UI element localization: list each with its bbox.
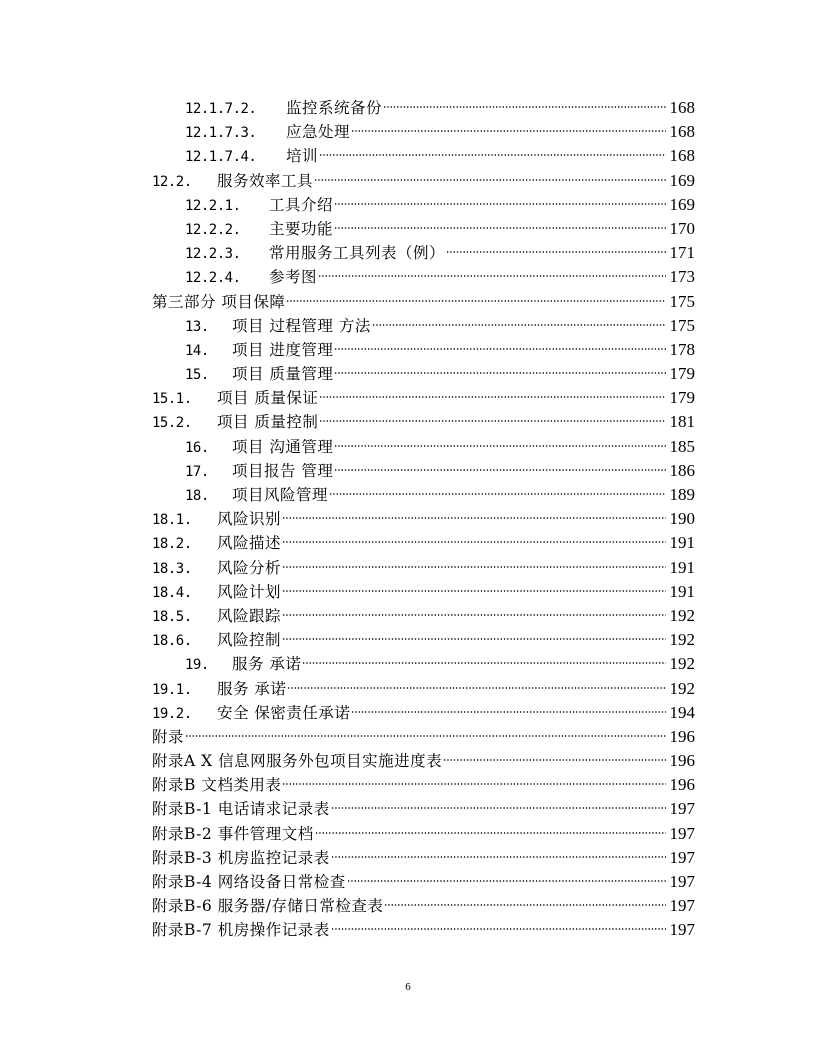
toc-entry-page: 197 bbox=[669, 872, 695, 891]
dot-leader bbox=[383, 105, 666, 109]
toc-entry-page: 168 bbox=[669, 98, 695, 117]
toc-entry-title: 附录A X 信息网服务外包项目实施进度表 bbox=[152, 752, 443, 771]
toc-entry-number: 16. bbox=[185, 439, 209, 456]
dot-leader bbox=[318, 274, 666, 278]
toc-entry-page: 169 bbox=[669, 194, 695, 214]
toc-entry[interactable] bbox=[152, 531, 695, 555]
dot-leader bbox=[351, 129, 666, 133]
toc-entry-title: 监控系统备份 bbox=[286, 99, 383, 117]
dot-leader bbox=[282, 516, 666, 520]
toc-entry[interactable] bbox=[152, 338, 695, 362]
toc-entry-title: 工具介绍 bbox=[269, 195, 334, 214]
toc-entry[interactable] bbox=[152, 556, 695, 580]
toc-entry[interactable] bbox=[152, 918, 695, 942]
dot-leader bbox=[331, 927, 666, 931]
dot-leader bbox=[319, 395, 666, 399]
toc-entry-number: 18.3. bbox=[152, 560, 192, 577]
toc-entry[interactable] bbox=[152, 120, 695, 144]
toc-entry[interactable] bbox=[152, 217, 695, 241]
toc-entry-page: 175 bbox=[669, 315, 695, 335]
dot-leader bbox=[334, 468, 666, 472]
toc-entry-number: 12.1.7.2. bbox=[185, 101, 257, 117]
toc-entry-title: 应急处理 bbox=[286, 123, 351, 142]
table-of-contents bbox=[152, 96, 695, 943]
toc-entry-page: 191 bbox=[669, 581, 695, 601]
dot-leader bbox=[314, 178, 666, 182]
toc-entry-title: 附录B-6 服务器/存储日常检查表 bbox=[152, 897, 384, 916]
toc-entry[interactable] bbox=[152, 483, 695, 507]
toc-entry[interactable] bbox=[152, 797, 695, 821]
dot-leader bbox=[331, 806, 666, 810]
dot-leader bbox=[334, 202, 666, 206]
toc-entry[interactable] bbox=[152, 507, 695, 531]
toc-entry[interactable] bbox=[152, 314, 695, 338]
toc-entry[interactable] bbox=[152, 749, 695, 773]
toc-entry[interactable] bbox=[152, 169, 695, 193]
toc-entry-title: 风险计划 bbox=[217, 582, 282, 601]
toc-entry[interactable] bbox=[152, 604, 695, 628]
dot-leader bbox=[282, 589, 666, 593]
toc-entry-page: 191 bbox=[669, 533, 695, 553]
toc-entry[interactable] bbox=[152, 701, 695, 725]
toc-entry-page: 169 bbox=[669, 170, 695, 190]
toc-entry-number: 18.2. bbox=[152, 536, 192, 553]
dot-leader bbox=[334, 347, 666, 351]
toc-entry-title: 参考图 bbox=[269, 268, 318, 287]
toc-entry-title: 项目风险管理 bbox=[232, 486, 329, 504]
toc-entry-number: 18.5. bbox=[152, 608, 192, 625]
toc-entry-number: 19. bbox=[185, 657, 209, 674]
toc-entry-title: 附录B-4 网络设备日常检查 bbox=[152, 873, 346, 891]
toc-entry-page: 171 bbox=[669, 243, 695, 263]
toc-entry[interactable] bbox=[152, 652, 695, 676]
toc-entry[interactable] bbox=[152, 290, 695, 314]
dot-leader bbox=[282, 782, 666, 786]
toc-entry-page: 192 bbox=[669, 605, 695, 625]
dot-leader bbox=[331, 855, 666, 859]
dot-leader bbox=[282, 637, 666, 641]
toc-entry-page: 181 bbox=[669, 412, 695, 432]
toc-entry-title: 项目 沟通管理 bbox=[232, 437, 334, 456]
toc-entry-page: 173 bbox=[669, 267, 695, 287]
toc-entry-page: 168 bbox=[669, 122, 695, 142]
toc-entry-title: 风险分析 bbox=[217, 558, 282, 577]
toc-entry-page: 192 bbox=[669, 654, 695, 674]
toc-entry[interactable] bbox=[152, 362, 695, 386]
dot-leader bbox=[334, 371, 666, 375]
toc-entry-title: 风险描述 bbox=[217, 534, 282, 553]
toc-entry-title: 附录B 文档类用表 bbox=[152, 776, 282, 795]
toc-entry-page: 196 bbox=[669, 751, 695, 771]
toc-entry[interactable] bbox=[152, 386, 695, 410]
toc-entry-title: 附录B-2 事件管理文档 bbox=[152, 824, 314, 843]
dot-leader bbox=[302, 661, 666, 665]
dot-leader bbox=[334, 226, 666, 230]
toc-entry-page: 179 bbox=[669, 364, 695, 384]
toc-entry-page: 178 bbox=[669, 339, 695, 359]
toc-entry-number: 14. bbox=[185, 342, 209, 359]
toc-entry[interactable] bbox=[152, 265, 695, 289]
toc-entry-title: 附录B-7 机房操作记录表 bbox=[152, 921, 330, 940]
dot-leader bbox=[286, 299, 666, 303]
toc-entry-title: 第三部分 项目保障 bbox=[152, 292, 286, 311]
toc-entry-page: 192 bbox=[669, 630, 695, 650]
toc-entry[interactable] bbox=[152, 870, 695, 894]
toc-entry-page: 175 bbox=[669, 291, 695, 311]
dot-leader bbox=[329, 492, 666, 496]
toc-entry-title: 服务效率工具 bbox=[217, 171, 314, 190]
dot-leader bbox=[384, 903, 666, 907]
toc-entry-page: 196 bbox=[669, 726, 695, 746]
toc-entry-page: 197 bbox=[669, 920, 695, 940]
toc-entry-title: 主要功能 bbox=[269, 219, 334, 238]
dot-leader bbox=[319, 153, 666, 157]
toc-entry-page: 186 bbox=[669, 460, 695, 480]
toc-entry-title: 常用服务工具列表（例） bbox=[269, 244, 446, 263]
dot-leader bbox=[282, 565, 666, 569]
toc-entry-title: 项目 过程管理 方法 bbox=[232, 316, 371, 335]
dot-leader bbox=[287, 686, 666, 690]
dot-leader bbox=[351, 710, 666, 714]
toc-entry-title: 项目 质量保证 bbox=[217, 389, 319, 408]
toc-entry-number: 12.2.3. bbox=[185, 246, 241, 263]
toc-entry[interactable] bbox=[152, 193, 695, 217]
dot-leader bbox=[315, 831, 666, 835]
toc-entry-page: 197 bbox=[669, 799, 695, 819]
toc-entry-number: 15.2. bbox=[152, 415, 192, 432]
toc-entry-title: 项目 质量控制 bbox=[217, 413, 319, 432]
toc-entry-page: 185 bbox=[669, 436, 695, 456]
toc-entry-page: 194 bbox=[669, 702, 695, 722]
dot-leader bbox=[185, 734, 666, 738]
toc-entry-title: 风险识别 bbox=[217, 510, 282, 529]
toc-entry-title: 项目 质量管理 bbox=[232, 365, 334, 384]
dot-leader bbox=[319, 419, 666, 423]
toc-entry[interactable] bbox=[152, 459, 695, 483]
toc-entry-page: 197 bbox=[669, 896, 695, 916]
toc-entry[interactable] bbox=[152, 96, 695, 120]
toc-entry-page: 191 bbox=[669, 557, 695, 577]
dot-leader bbox=[443, 758, 666, 762]
toc-entry-number: 19.1. bbox=[152, 681, 192, 698]
toc-entry-number: 15.1. bbox=[152, 391, 192, 408]
toc-entry[interactable] bbox=[152, 894, 695, 918]
dot-leader bbox=[282, 540, 666, 544]
toc-entry[interactable] bbox=[152, 677, 695, 701]
toc-entry-page: 189 bbox=[669, 485, 695, 504]
toc-entry-page: 190 bbox=[669, 509, 695, 529]
toc-entry-page: 179 bbox=[669, 388, 695, 408]
toc-entry-page: 196 bbox=[669, 775, 695, 795]
toc-entry-number: 12.2. bbox=[152, 173, 192, 190]
dot-leader bbox=[334, 444, 666, 448]
dot-leader bbox=[347, 879, 666, 883]
toc-entry[interactable] bbox=[152, 144, 695, 168]
toc-entry-number: 12.2.1. bbox=[185, 197, 241, 214]
dot-leader bbox=[372, 323, 666, 327]
toc-entry-title: 培训 bbox=[286, 147, 319, 166]
toc-entry[interactable] bbox=[152, 725, 695, 749]
toc-entry-page: 197 bbox=[669, 847, 695, 867]
toc-entry-number: 12.1.7.4. bbox=[185, 149, 257, 166]
toc-entry-number: 18.4. bbox=[152, 584, 192, 601]
toc-entry-number: 18.6. bbox=[152, 633, 192, 650]
toc-entry-title: 风险跟踪 bbox=[217, 606, 282, 625]
toc-entry-number: 13. bbox=[185, 318, 209, 335]
toc-entry-title: 附录 bbox=[152, 727, 185, 746]
toc-entry-title: 服务 承诺 bbox=[217, 679, 287, 698]
dot-leader bbox=[446, 250, 666, 254]
toc-entry-title: 项目 进度管理 bbox=[232, 340, 334, 359]
toc-entry[interactable] bbox=[152, 628, 695, 652]
toc-entry-number: 18.1. bbox=[152, 512, 192, 529]
toc-entry-title: 附录B-3 机房监控记录表 bbox=[152, 848, 330, 867]
toc-entry[interactable] bbox=[152, 773, 695, 797]
toc-entry-number: 17. bbox=[185, 463, 209, 480]
toc-entry-title: 风险控制 bbox=[217, 631, 282, 650]
toc-entry-page: 192 bbox=[669, 678, 695, 698]
toc-entry-title: 安全 保密责任承诺 bbox=[217, 703, 351, 722]
toc-entry[interactable] bbox=[152, 822, 695, 846]
toc-entry[interactable] bbox=[152, 846, 695, 870]
toc-entry-number: 19.2. bbox=[152, 705, 192, 722]
toc-entry-page: 197 bbox=[669, 823, 695, 843]
toc-entry[interactable] bbox=[152, 410, 695, 434]
toc-entry-number: 15. bbox=[185, 367, 209, 384]
toc-entry-number: 12.2.4. bbox=[185, 270, 241, 287]
toc-entry-title: 附录B-1 电话请求记录表 bbox=[152, 800, 330, 819]
toc-entry-number: 12.1.7.3. bbox=[185, 125, 257, 142]
toc-entry-title: 项目报告 管理 bbox=[232, 461, 334, 480]
page-number-footer: 6 bbox=[405, 981, 411, 993]
toc-entry-number: 18. bbox=[185, 488, 209, 504]
toc-entry[interactable] bbox=[152, 580, 695, 604]
toc-entry-number: 12.2.2. bbox=[185, 221, 241, 238]
toc-entry[interactable] bbox=[152, 241, 695, 265]
toc-entry-title: 服务 承诺 bbox=[232, 655, 302, 674]
toc-entry[interactable] bbox=[152, 435, 695, 459]
toc-entry-page: 170 bbox=[669, 218, 695, 238]
toc-entry-page: 168 bbox=[669, 146, 695, 166]
dot-leader bbox=[282, 613, 666, 617]
